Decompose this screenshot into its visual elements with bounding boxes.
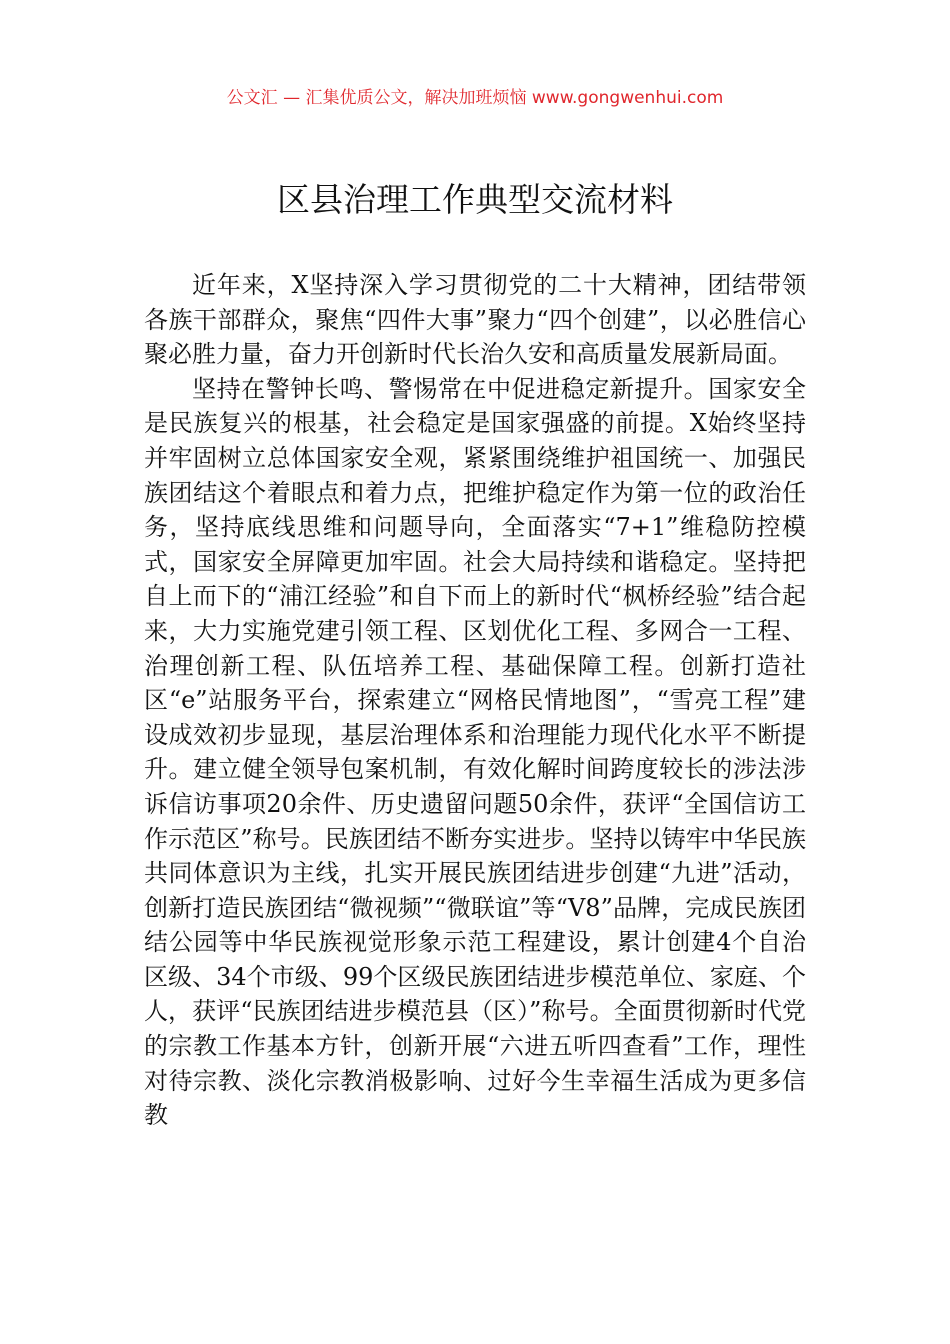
paragraph: 近年来，X坚持深入学习贯彻党的二十大精神，团结带领各族干部群众，聚焦“四件大事”聚力“四个创建”，以必胜信心聚必胜力量，奋力开创新时代长治久安和高质量发展新局面。 bbox=[144, 271, 806, 369]
document-title: 区县治理工作典型交流材料 bbox=[277, 180, 673, 219]
paragraph: 坚持在警钟长鸣、警惕常在中促进稳定新提升。国家安全是民族复兴的根基，社会稳定是国家强盛的前提。X始终坚持并牢固树立总体国家安全观，紧紧围绕维护祖国统一、加强民族团结这个着眼点和着力点，把维护稳定作为第一位的政治任务，坚持底线思维和问题导向，全面落实“7+1”维稳防控模式，国家安全屏障更加牢固。社会大局持续和谐稳定。坚持把自上而下的“浦江经验”和自下而上的新时代“枫桥经验”结合起来，大力实施党建引领工程、区划优化工程、多网合一工程、治理创新工程、队伍培养工程、基础保障工程。创新打造社区“e”站服务平台，探索建立“网格民情地图”，“雪亮工程”建设成效初步显现，基层治理体系和治理能力现代化水平不断提升。建立健全领导包案机制，有效化解时间跨度较长的涉法涉诉信访事项20余件、历史遗留问题50余件，获评“全国信访工作示范区”称号。民族团结不断夯实进步。坚持以铸牢中华民族共同体意识为主线，扎实开展民族团结进步创建“九进”活动，创新打造民族团结“微视频”“微联谊”等“V8”品牌，完成民族团结公园等中华民族视觉形象示范工程建设，累计创建4个自治区级、34个市级、99个区级民族团结进步模范单位、家庭、个人，获评“民族团结进步模范县（区）”称号。全面贯彻新时代党的宗教工作基本方针，创新开展“六进五听四查看”工作，理性对待宗教、淡化宗教消极影响、过好今生幸福生活成为更多信教 bbox=[144, 374, 806, 1130]
header-banner: 公文汇 — 汇集优质公文，解决加班烦恼 www.gongwenhui.com bbox=[226, 88, 724, 108]
document-body bbox=[144, 268, 806, 1133]
